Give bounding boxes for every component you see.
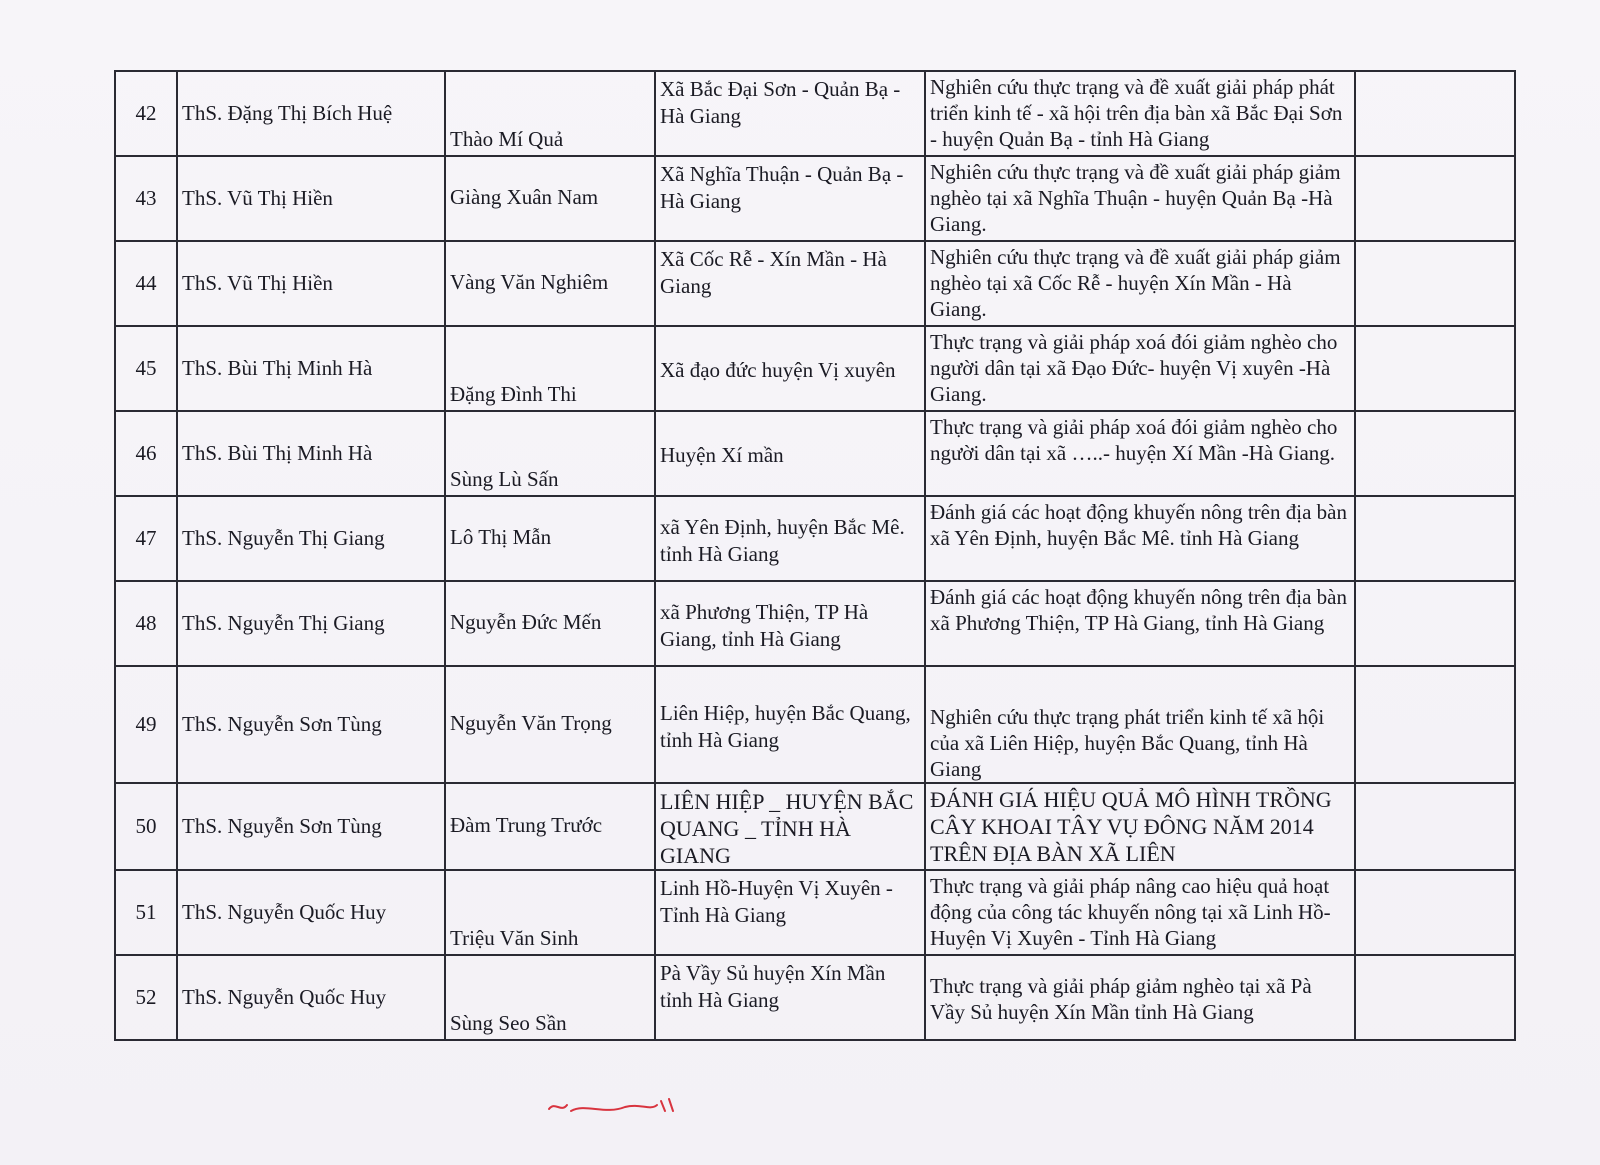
thesis-topic: Nghiên cứu thực trạng và đề xuất giải pháp giảm nghèo tại xã Nghĩa Thuận - huyện Quản Bạ -Hà Giang. (925, 156, 1355, 241)
student-name: Sùng Seo Sần (445, 955, 655, 1040)
thesis-topic: ĐÁNH GIÁ HIỆU QUẢ MÔ HÌNH TRỒNG CÂY KHOAI TÂY VỤ ĐÔNG NĂM 2014 TRÊN ĐỊA BÀN XÃ LIÊN (925, 783, 1355, 870)
supervisor-name: ThS. Nguyễn Thị Giang (177, 496, 445, 581)
student-name: Lô Thị Mẫn (445, 496, 655, 581)
student-name: Nguyễn Đức Mến (445, 581, 655, 666)
table-row (115, 496, 1515, 581)
thesis-topic: Thực trạng và giải pháp xoá đói giảm nghèo cho người dân tại xã …..- huyện Xí Mần -Hà Giang. (925, 411, 1355, 496)
study-location: Linh Hồ-Huyện Vị Xuyên - Tỉnh Hà Giang (655, 870, 925, 955)
red-signature-mark (545, 1093, 685, 1117)
table-row (115, 870, 1515, 955)
table-row (115, 326, 1515, 411)
student-name: Thào Mí Quả (445, 71, 655, 156)
thesis-topic: Đánh giá các hoạt động khuyến nông trên địa bàn xã Yên Định, huyện Bắc Mê. tỉnh Hà Giang (925, 496, 1355, 581)
row-number: 45 (115, 326, 177, 411)
thesis-assignment-table (114, 70, 1516, 1041)
study-location: xã Phương Thiện, TP Hà Giang, tỉnh Hà Giang (655, 581, 925, 666)
supervisor-name: ThS. Nguyễn Quốc Huy (177, 955, 445, 1040)
note-cell (1355, 955, 1515, 1040)
note-cell (1355, 666, 1515, 783)
table-row (115, 955, 1515, 1040)
study-location: Pà Vầy Sủ huyện Xín Mần tỉnh Hà Giang (655, 955, 925, 1040)
study-location: Xã Bắc Đại Sơn - Quản Bạ - Hà Giang (655, 71, 925, 156)
thesis-topic: Thực trạng và giải pháp nâng cao hiệu quả hoạt động của công tác khuyến nông tại xã Linh Hồ-Huyện Vị Xuyên - Tỉnh Hà Giang (925, 870, 1355, 955)
student-name: Sùng Lù Sấn (445, 411, 655, 496)
note-cell (1355, 326, 1515, 411)
note-cell (1355, 71, 1515, 156)
supervisor-name: ThS. Nguyễn Sơn Tùng (177, 783, 445, 870)
study-location: Liên Hiệp, huyện Bắc Quang, tỉnh Hà Giang (655, 666, 925, 783)
supervisor-name: ThS. Nguyễn Quốc Huy (177, 870, 445, 955)
study-location: LIÊN HIỆP _ HUYỆN BẮC QUANG _ TỈNH HÀ GIANG (655, 783, 925, 870)
table-row (115, 156, 1515, 241)
supervisor-name: ThS. Vũ Thị Hiền (177, 241, 445, 326)
supervisor-name: ThS. Bùi Thị Minh Hà (177, 411, 445, 496)
note-cell (1355, 411, 1515, 496)
row-number: 44 (115, 241, 177, 326)
student-name: Giàng Xuân Nam (445, 156, 655, 241)
student-name: Đặng Đình Thi (445, 326, 655, 411)
thesis-topic: Nghiên cứu thực trạng và đề xuất giải pháp giảm nghèo tại xã Cốc Rễ - huyện Xín Mần - Hà Giang. (925, 241, 1355, 326)
note-cell (1355, 241, 1515, 326)
row-number: 48 (115, 581, 177, 666)
table-row (115, 783, 1515, 870)
signature-stroke (549, 1099, 673, 1111)
thesis-topic: Đánh giá các hoạt động khuyến nông trên địa bàn xã Phương Thiện, TP Hà Giang, tỉnh Hà Giang (925, 581, 1355, 666)
row-number: 51 (115, 870, 177, 955)
table-row (115, 581, 1515, 666)
note-cell (1355, 496, 1515, 581)
thesis-topic: Thực trạng và giải pháp xoá đói giảm nghèo cho người dân tại xã Đạo Đức- huyện Vị xuyên -Hà Giang. (925, 326, 1355, 411)
supervisor-name: ThS. Nguyễn Thị Giang (177, 581, 445, 666)
row-number: 47 (115, 496, 177, 581)
supervisor-name: ThS. Nguyễn Sơn Tùng (177, 666, 445, 783)
row-number: 52 (115, 955, 177, 1040)
table-row (115, 666, 1515, 783)
row-number: 46 (115, 411, 177, 496)
note-cell (1355, 783, 1515, 870)
supervisor-name: ThS. Vũ Thị Hiền (177, 156, 445, 241)
thesis-topic: Thực trạng và giải pháp giảm nghèo tại xã Pà Vầy Sủ huyện Xín Mần tỉnh Hà Giang (925, 955, 1355, 1040)
note-cell (1355, 581, 1515, 666)
row-number: 42 (115, 71, 177, 156)
thesis-topic: Nghiên cứu thực trạng và đề xuất giải pháp phát triển kinh tế - xã hội trên địa bàn xã Bắc Đại Sơn - huyện Quản Bạ - tỉnh Hà Giang (925, 71, 1355, 156)
student-name: Nguyễn Văn Trọng (445, 666, 655, 783)
table-row (115, 241, 1515, 326)
row-number: 50 (115, 783, 177, 870)
supervisor-name: ThS. Đặng Thị Bích Huệ (177, 71, 445, 156)
thesis-topic: Nghiên cứu thực trạng phát triển kinh tế xã hội của xã Liên Hiệp, huyện Bắc Quang, tỉnh Hà Giang (925, 666, 1355, 783)
study-location: Xã Nghĩa Thuận - Quản Bạ - Hà Giang (655, 156, 925, 241)
note-cell (1355, 870, 1515, 955)
study-location: xã Yên Định, huyện Bắc Mê. tỉnh Hà Giang (655, 496, 925, 581)
table-row (115, 71, 1515, 156)
note-cell (1355, 156, 1515, 241)
student-name: Triệu Văn Sinh (445, 870, 655, 955)
row-number: 49 (115, 666, 177, 783)
study-location: Xã Cốc Rễ - Xín Mần - Hà Giang (655, 241, 925, 326)
supervisor-name: ThS. Bùi Thị Minh Hà (177, 326, 445, 411)
study-location: Xã đạo đức huyện Vị xuyên (655, 326, 925, 411)
study-location: Huyện Xí mần (655, 411, 925, 496)
table-row (115, 411, 1515, 496)
student-name: Đàm Trung Trước (445, 783, 655, 870)
row-number: 43 (115, 156, 177, 241)
student-name: Vàng Văn Nghiêm (445, 241, 655, 326)
